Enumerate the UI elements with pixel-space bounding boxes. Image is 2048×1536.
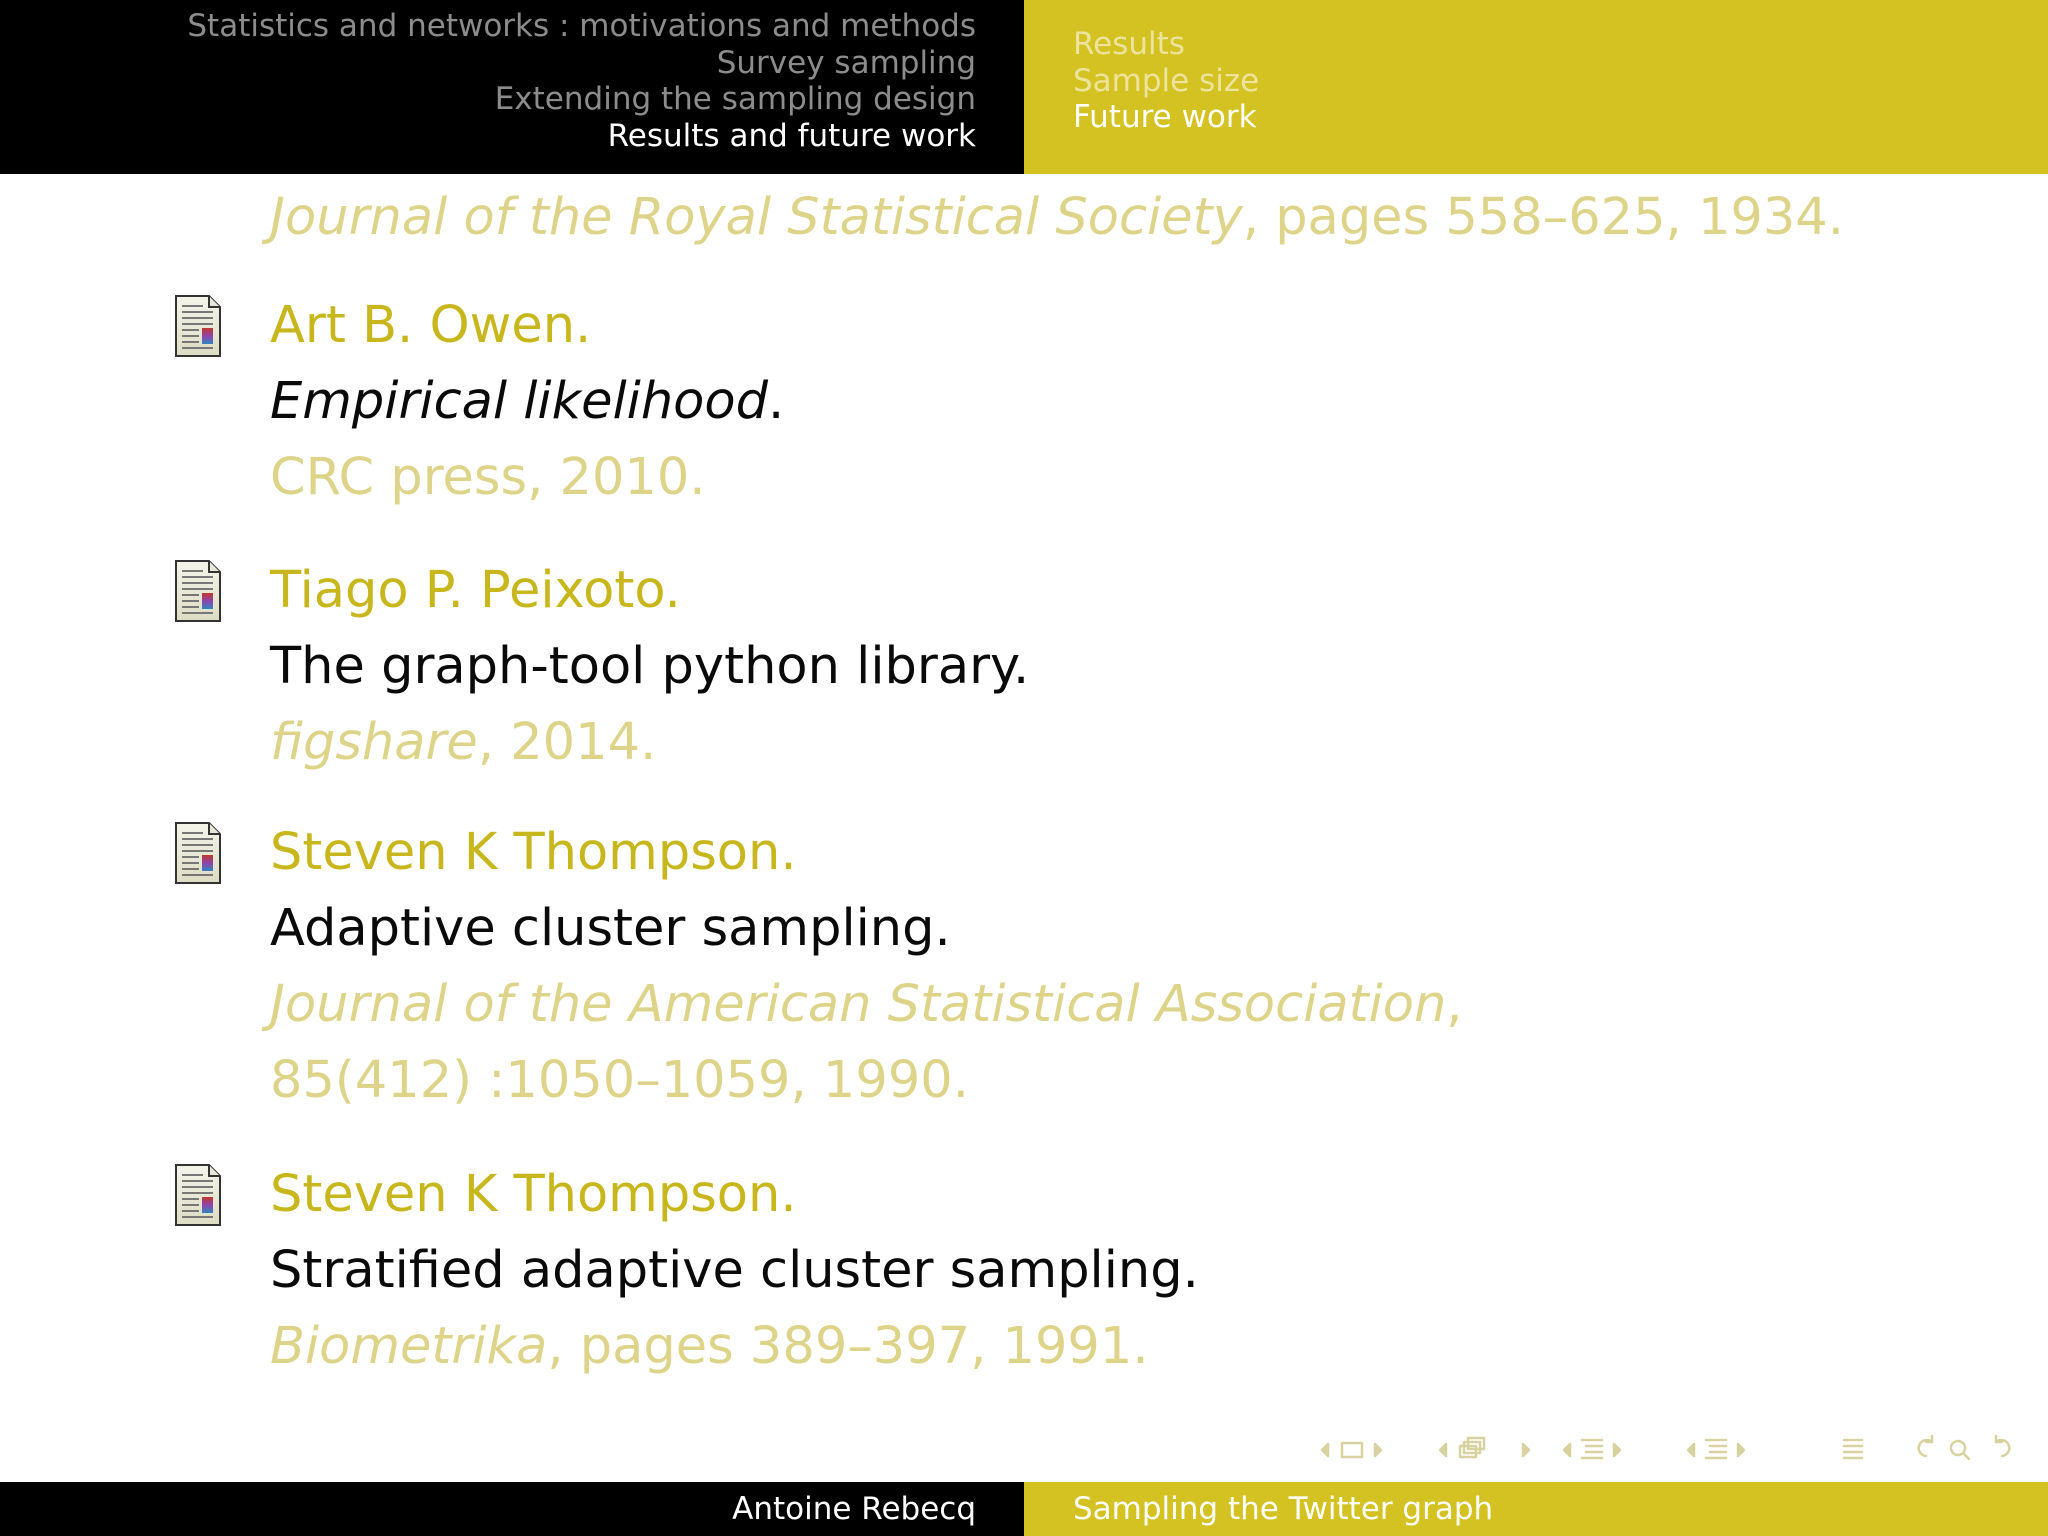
subsection-link-future-work[interactable]: Future work	[1073, 99, 1257, 135]
footer-title: Sampling the Twitter graph	[1024, 1482, 2048, 1536]
reference-journal: Journal of the American Statistical Association	[270, 975, 1447, 1034]
prev-section-icon[interactable]	[1564, 1444, 1570, 1456]
next-section-icon[interactable]	[1614, 1444, 1620, 1456]
navigation-controls	[1312, 1432, 2038, 1468]
prev-frame-icon[interactable]	[1322, 1444, 1328, 1456]
reference-title: Empirical likelihood	[270, 372, 768, 431]
reference-title: Stratified adaptive cluster sampling.	[270, 1241, 1199, 1300]
reference-publication: , 2014.	[477, 713, 657, 772]
document-sections-icon[interactable]	[1706, 1440, 1726, 1458]
footer-author: Antoine Rebecq	[0, 1482, 1024, 1536]
reference-publication: CRC press, 2010.	[270, 448, 706, 507]
section-navigation	[0, 0, 1024, 174]
bibliography-document-icon	[173, 294, 223, 358]
forward-icon[interactable]	[1996, 1436, 2009, 1456]
reference-title: Adaptive cluster sampling.	[270, 899, 951, 958]
subsection-icon[interactable]	[1460, 1438, 1484, 1457]
section-icon[interactable]	[1582, 1440, 1602, 1458]
reference-publication-volume: 85(412) :1050–1059, 1990.	[270, 1051, 969, 1110]
section-link-results-future[interactable]: Results and future work	[607, 117, 976, 154]
reference-title-suffix: .	[767, 372, 785, 431]
header-bar	[0, 0, 2048, 174]
bibliography-document-icon	[173, 559, 223, 623]
subsection-link-results[interactable]: Results	[1073, 26, 1185, 62]
continued-reference	[270, 188, 1844, 248]
reference-journal: figshare	[270, 713, 478, 772]
prev-subsection-icon[interactable]	[1440, 1444, 1446, 1456]
section-link-motivations[interactable]: Statistics and networks : motivations and methods	[187, 8, 976, 44]
bibliography-document-icon	[173, 1163, 223, 1227]
subsection-link-sample-size[interactable]: Sample size	[1073, 62, 1260, 99]
next-subsection-icon[interactable]	[1523, 1444, 1529, 1456]
reference-publication: , pages 389–397, 1991.	[547, 1317, 1149, 1376]
reference-publication: ,	[1446, 975, 1463, 1034]
section-link-survey-sampling[interactable]: Survey sampling	[716, 44, 976, 81]
reference-author: Steven K Thompson.	[270, 823, 797, 882]
search-icon[interactable]	[1951, 1441, 1969, 1459]
bibliography-document-icon	[173, 821, 223, 885]
frame-icon[interactable]	[1342, 1443, 1362, 1457]
reference-author: Tiago P. Peixoto.	[270, 561, 681, 620]
reference-author: Art B. Owen.	[270, 296, 592, 355]
bibliography-list	[0, 174, 2048, 1482]
reference-author: Steven K Thompson.	[270, 1165, 797, 1224]
reference-journal: Biometrika	[270, 1317, 548, 1376]
next-document-icon[interactable]	[1738, 1444, 1744, 1456]
section-link-extending-design[interactable]: Extending the sampling design	[494, 81, 976, 117]
continued-details: , pages 558–625, 1934.	[1242, 188, 1844, 247]
next-frame-icon[interactable]	[1375, 1444, 1381, 1456]
continued-journal: Journal of the Royal Statistical Society	[270, 188, 1243, 247]
prev-document-icon[interactable]	[1688, 1444, 1694, 1456]
document-icon[interactable]	[1844, 1440, 1862, 1458]
back-icon[interactable]	[1919, 1436, 1932, 1456]
subsection-navigation	[1024, 0, 2048, 174]
footer-bar	[0, 1482, 2048, 1536]
reference-title: The graph-tool python library.	[270, 637, 1030, 696]
